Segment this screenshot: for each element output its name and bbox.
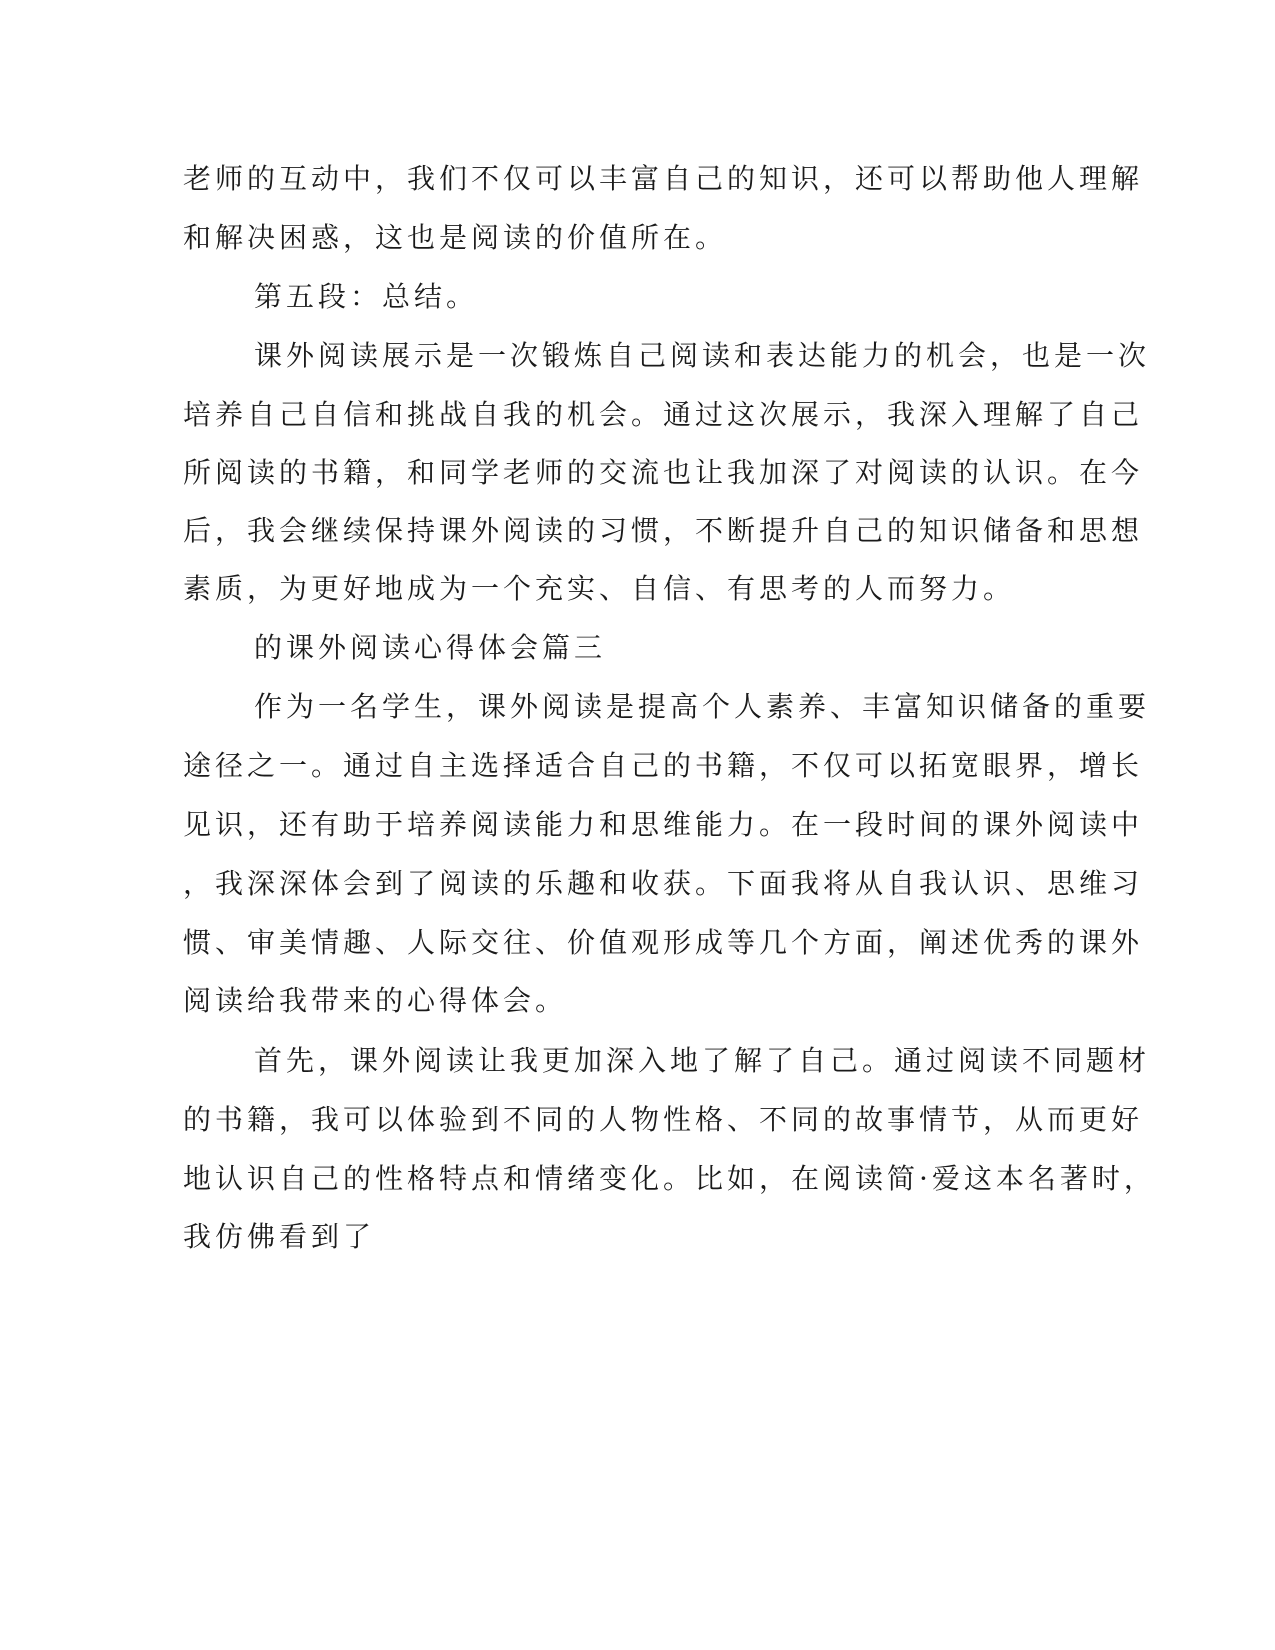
text-line: 老师的互动中，我们不仅可以丰富自己的知识，还可以帮助他人理解: [183, 162, 1144, 195]
text-line: 途径之一。通过自主选择适合自己的书籍，不仅可以拓宽眼界，增长: [183, 749, 1144, 782]
text-line: 地认识自己的性格特点和情绪变化。比如，在阅读简·爱这本名著时，: [183, 1162, 1156, 1195]
text-line: ，我深深体会到了阅读的乐趣和收获。下面我将从自我认识、思维习: [183, 867, 1144, 900]
text-line: 培养自己自信和挑战自我的机会。通过这次展示，我深入理解了自己: [183, 398, 1144, 431]
text-line: 素质，为更好地成为一个充实、自信、有思考的人而努力。: [183, 572, 1016, 605]
text-line: 的书籍，我可以体验到不同的人物性格、不同的故事情节，从而更好: [183, 1103, 1144, 1136]
text-line: 我仿佛看到了: [183, 1220, 376, 1253]
text-line: 惯、审美情趣、人际交往、价值观形成等几个方面，阐述优秀的课外: [183, 926, 1144, 959]
article-title: 的课外阅读心得体会篇三: [254, 631, 607, 664]
text-line: 后，我会继续保持课外阅读的习惯，不断提升自己的知识储备和思想: [183, 514, 1144, 547]
text-line: 阅读给我带来的心得体会。: [183, 984, 568, 1017]
section-heading: 第五段：总结。: [254, 280, 479, 313]
text-line: 作为一名学生，课外阅读是提高个人素养、丰富知识储备的重要: [254, 690, 1151, 723]
text-line: 首先，课外阅读让我更加深入地了解了自己。通过阅读不同题材: [254, 1044, 1151, 1077]
text-line: 和解决困惑，这也是阅读的价值所在。: [183, 221, 728, 254]
text-line: 课外阅读展示是一次锻炼自己阅读和表达能力的机会，也是一次: [254, 339, 1151, 372]
text-line: 见识，还有助于培养阅读能力和思维能力。在一段时间的课外阅读中: [183, 808, 1144, 841]
text-line: 所阅读的书籍，和同学老师的交流也让我加深了对阅读的认识。在今: [183, 456, 1144, 489]
